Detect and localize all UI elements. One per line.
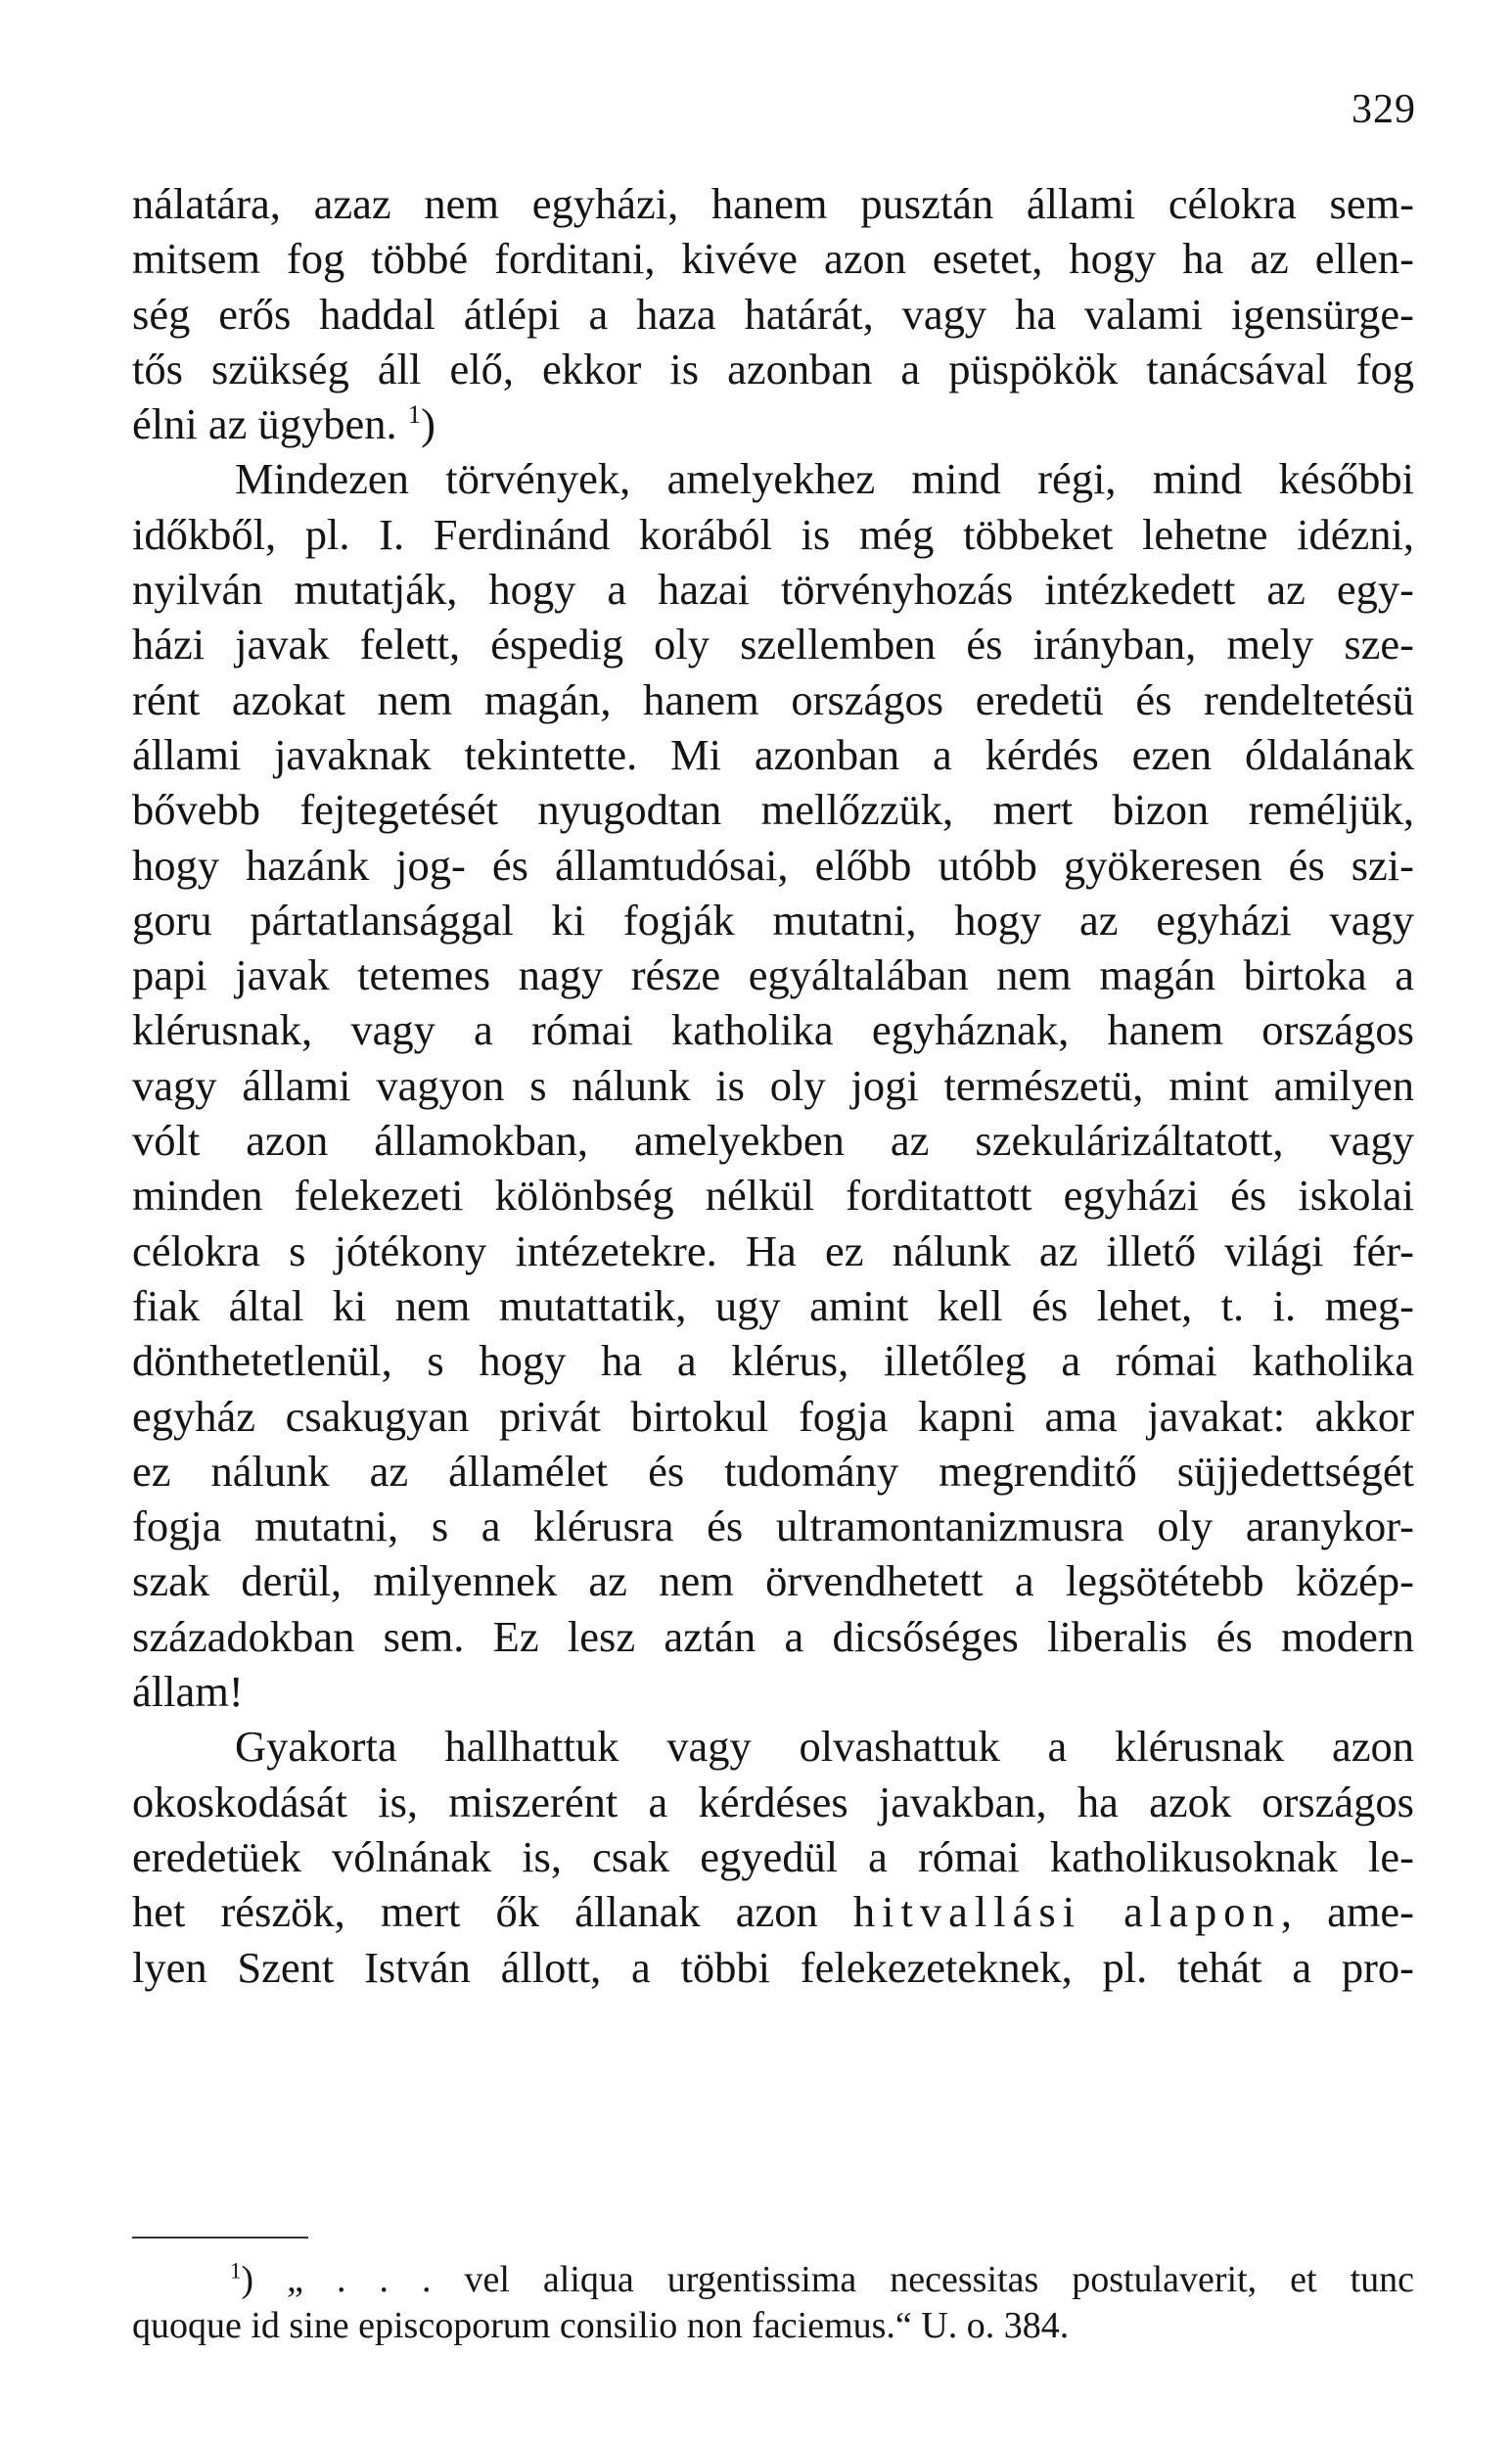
text-line: állam!	[132, 1667, 244, 1717]
footnote-divider	[132, 2237, 308, 2239]
text-line: szak derül, milyennek az nem örvendhetett a legsötétebb közép-	[132, 1556, 1414, 1606]
text-line: klérusnak, vagy a római katholika egyháznak, hanem országos	[132, 1005, 1414, 1055]
body-text	[132, 176, 1414, 1995]
text-line: állami javaknak tekintette. Mi azonban a kérdés ezen óldalának	[132, 729, 1414, 779]
footnote	[132, 2257, 1414, 2349]
text-line: mitsem fog többé forditani, kivéve azon esetet, hogy ha az ellen-	[132, 234, 1414, 284]
footnote-marker: 1	[230, 2258, 242, 2284]
text-line: dönthetetlenül, s hogy ha a klérus, illetőleg a római katholika	[132, 1336, 1414, 1386]
footnote-text: „ . . . vel aliqua urgentissima necessitas postulaverit, et tunc	[287, 2259, 1415, 2300]
footnote-ref-marker: 1	[407, 399, 422, 430]
emphasized-phrase: hitvallási alapon	[852, 1887, 1281, 1937]
text-line: rént azokat nem magán, hanem országos eredetü és rendeltetésü	[132, 674, 1414, 724]
text-line: ez nálunk az államélet és tudomány megrenditő süjjedettségét	[132, 1446, 1414, 1496]
text-line: tős szükség áll elő, ekkor is azonban a püspökök tanácsával fog	[132, 344, 1414, 393]
text-line: Gyakorta hallhattuk vagy olvashattuk a klérusnak azon	[235, 1722, 1414, 1772]
text-line: nyilván mutatják, hogy a hazai törvényhozás intézkedett az egy-	[132, 565, 1414, 615]
text-line: papi javak tetemes nagy része egyáltalában nem magán birtoka a	[132, 950, 1414, 1000]
text-line: fiak által ki nem mutattatik, ugy amint kell és lehet, t. i. meg-	[132, 1280, 1414, 1330]
page-number: 329	[1352, 87, 1416, 132]
text-line: házi javak felett, éspedig oly szellemben és irányban, mely sze-	[132, 620, 1414, 669]
text-line: nálatára, azaz nem egyházi, hanem pusztán állami célokra sem-	[132, 179, 1414, 228]
text-line: időkből, pl. I. Ferdinánd korából is még többeket lehetne idézni,	[132, 509, 1414, 559]
text-line: Mindezen törvények, amelyekhez mind régi, mind későbbi	[235, 454, 1414, 504]
text-line: minden felekezeti kölönbség nélkül forditattott egyházi és iskolai	[132, 1171, 1414, 1221]
text-line: ség erős haddal átlépi a haza határát, vagy ha valami igensürge-	[132, 289, 1414, 339]
text-line	[132, 1884, 1414, 1939]
text-line: élni az ügyben. $^1$)	[132, 399, 435, 449]
text-fragment: , ame-	[1280, 1887, 1414, 1937]
text-line: célokra s jótékony intézetekre. Ha ez nálunk az illető világi fér-	[132, 1225, 1414, 1275]
text-line: eredetüek vólnának is, csak egyedül a római katholikusoknak le-	[132, 1831, 1414, 1881]
text-line: egyház csakugyan privát birtokul fogja kapni ama javakat: akkor	[132, 1391, 1414, 1441]
text-line: hogy hazánk jog- és államtudósai, előbb utóbb gyökeresen és szi-	[132, 840, 1414, 890]
text-line: lyen Szent István állott, a többi felekezeteknek, pl. tehát a pro-	[132, 1942, 1414, 1992]
text-fragment: élni az ügyben.	[132, 399, 397, 449]
text-fragment: het részök, mert ők állanak azon	[132, 1887, 818, 1937]
text-line: fogja mutatni, s a klérusra és ultramontanizmusra oly aranykor-	[132, 1501, 1414, 1551]
text-line: okoskodását is, miszerént a kérdéses javakban, ha azok országos	[132, 1777, 1414, 1826]
text-line: bővebb fejtegetését nyugodtan mellőzzük, mert bizon reméljük,	[132, 785, 1414, 835]
footnote-line: $^1$) „ . . . vel aliqua urgentissima necessitas postulaverit, et tunc	[230, 2258, 1415, 2300]
text-line: századokban sem. Ez lesz aztán a dicsőséges liberalis és modern	[132, 1611, 1414, 1661]
text-line: vólt azon államokban, amelyekben az szekulárizáltatott, vagy	[132, 1116, 1414, 1166]
text-line: goru pártatlansággal ki fogják mutatni, hogy az egyházi vagy	[132, 895, 1414, 945]
text-line: vagy állami vagyon s nálunk is oly jogi természetü, mint amilyen	[132, 1060, 1414, 1110]
footnote-line: quoque id sine episcoporum consilio non faciemus.“ U. o. 384.	[132, 2305, 1070, 2346]
